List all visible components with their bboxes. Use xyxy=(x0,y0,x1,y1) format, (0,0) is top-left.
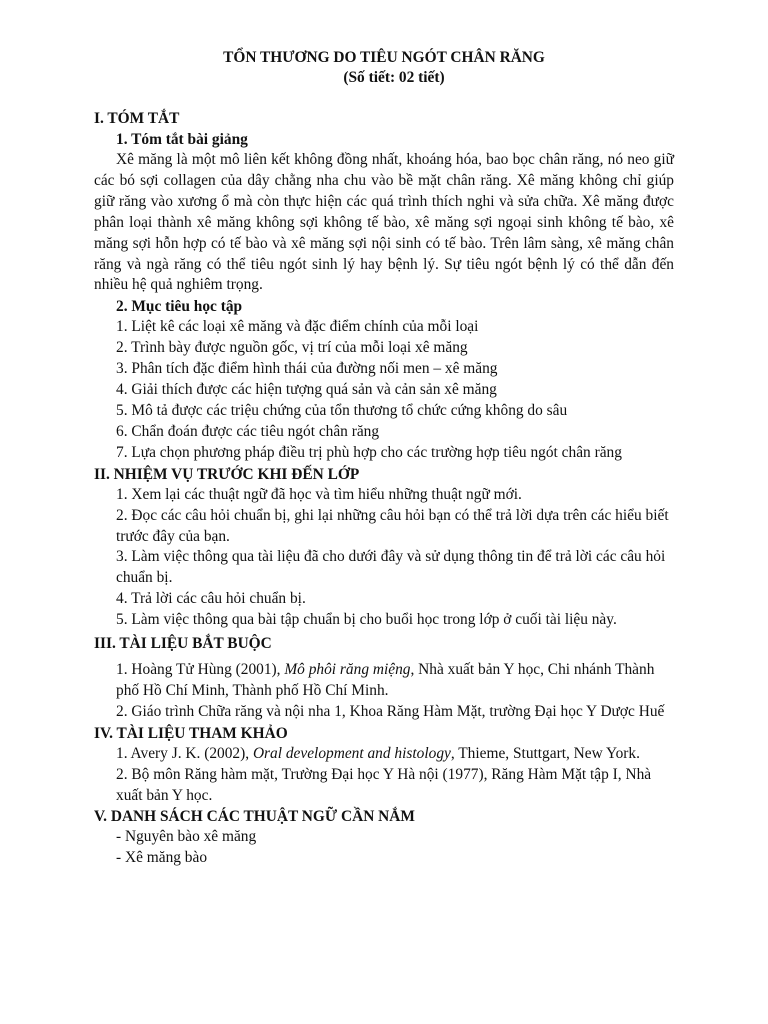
task-item: 4. Trả lời các câu hỏi chuẩn bị. xyxy=(116,590,306,608)
summary-paragraph: Xê măng là một mô liên kết không đồng nhất, khoáng hóa, bao bọc chân răng, nó neo giữ các bó sợi collagen của dây chằng nha chu vào bề mặt chân răng. Xê măng không chỉ giúp giữ răng vào xương ổ mà còn thực hiện các quá trình thích nghi và sửa chữa. Xê măng được phân loại thành xê măng không sợi không tế bào, xê măng sợi ngoại sinh không tế bào, xê măng sợi hỗn hợp có tế bào và xê măng sợi nội sinh có tế bào. Trên lâm sàng, xê măng chân răng và ngà răng có thể tiêu ngót sinh lý hay bệnh lý. Sự tiêu ngót bệnh lý có thể dẫn đến nhiều hệ quả nghiêm trọng. xyxy=(94,151,674,294)
task-item: 2. Đọc các câu hỏi chuẩn bị, ghi lại những câu hỏi bạn có thể trả lời dựa trên các hiểu biết trước đây của bạn. xyxy=(116,506,669,545)
ref-prefix: 1. Avery J. K. (2002), xyxy=(116,744,253,762)
term-item: - Nguyên bào xê măng xyxy=(116,828,257,846)
terms-list xyxy=(94,827,674,869)
task-item: 1. Xem lại các thuật ngữ đã học và tìm hiểu những thuật ngữ mới. xyxy=(116,485,522,503)
term-item: - Xê măng bào xyxy=(116,849,208,867)
spacer xyxy=(94,88,674,108)
ref-suffix: , Thieme, Stuttgart, New York. xyxy=(450,744,640,762)
objective-item: 6. Chẩn đoán được các tiêu ngót chân răng xyxy=(116,422,380,440)
objectives-list xyxy=(94,317,674,463)
ref-title: Mô phôi răng miệng xyxy=(284,661,411,679)
objective-item: 7. Lựa chọn phương pháp điều trị phù hợp cho các trường hợp tiêu ngót chân răng xyxy=(116,443,622,461)
subheading-learning-objectives: 2. Mục tiêu học tập xyxy=(116,298,243,316)
objective-item: 5. Mô tả được các triệu chứng của tổn thương tổ chức cứng không do sâu xyxy=(116,401,568,419)
reference-2: 2. Bộ môn Răng hàm mặt, Trường Đại học Y Hà nội (1977), Răng Hàm Mặt tập I, Nhà xuất bản Y học. xyxy=(116,765,652,804)
objective-item: 2. Trình bày được nguồn gốc, vị trí của mỗi loại xê măng xyxy=(116,339,468,357)
ref-prefix: 1. Hoàng Tử Hùng (2001), xyxy=(116,661,285,679)
reference-1 xyxy=(94,744,674,765)
ref-title: Oral development and histology xyxy=(252,744,451,762)
task-item: 5. Làm việc thông qua bài tập chuẩn bị cho buổi học trong lớp ở cuối tài liệu này. xyxy=(116,611,617,629)
required-reference-1 xyxy=(94,660,674,702)
ref-suffix: , Nhà xuất bản Y học, Chi nhánh Thành phố Hồ Chí Minh, Thành phố Hồ Chí Minh. xyxy=(116,661,655,699)
tasks-list xyxy=(94,485,674,631)
document-title: TỔN THƯƠNG DO TIÊU NGÓT CHÂN RĂNG xyxy=(223,49,545,66)
objective-item: 1. Liệt kê các loại xê măng và đặc điểm chính của mỗi loại xyxy=(116,318,479,336)
section-heading-summary: I. TÓM TẮT xyxy=(94,110,180,127)
section-heading-terminology: V. DANH SÁCH CÁC THUẬT NGỮ CẦN NẮM xyxy=(94,808,415,826)
required-reference-2: 2. Giáo trình Chữa răng và nội nha 1, Khoa Răng Hàm Mặt, trường Đại học Y Dược Huế xyxy=(116,702,665,720)
task-item: 3. Làm việc thông qua tài liệu đã cho dưới đây và sử dụng thông tin để trả lời các câu hỏi chuẩn bị. xyxy=(116,548,666,587)
subheading-lecture-summary: 1. Tóm tắt bài giảng xyxy=(116,131,248,148)
section-heading-pre-class-tasks: II. NHIỆM VỤ TRƯỚC KHI ĐẾN LỚP xyxy=(94,465,360,483)
section-heading-references: IV. TÀI LIỆU THAM KHẢO xyxy=(94,724,288,742)
objective-item: 3. Phân tích đặc điểm hình thái của đường nối men – xê măng xyxy=(116,360,498,378)
document-subtitle: (Số tiết: 02 tiết) xyxy=(343,69,445,86)
objective-item: 4. Giải thích được các hiện tượng quá sản và cản sản xê măng xyxy=(116,381,497,399)
section-heading-required-materials: III. TÀI LIỆU BẮT BUỘC xyxy=(94,635,272,653)
